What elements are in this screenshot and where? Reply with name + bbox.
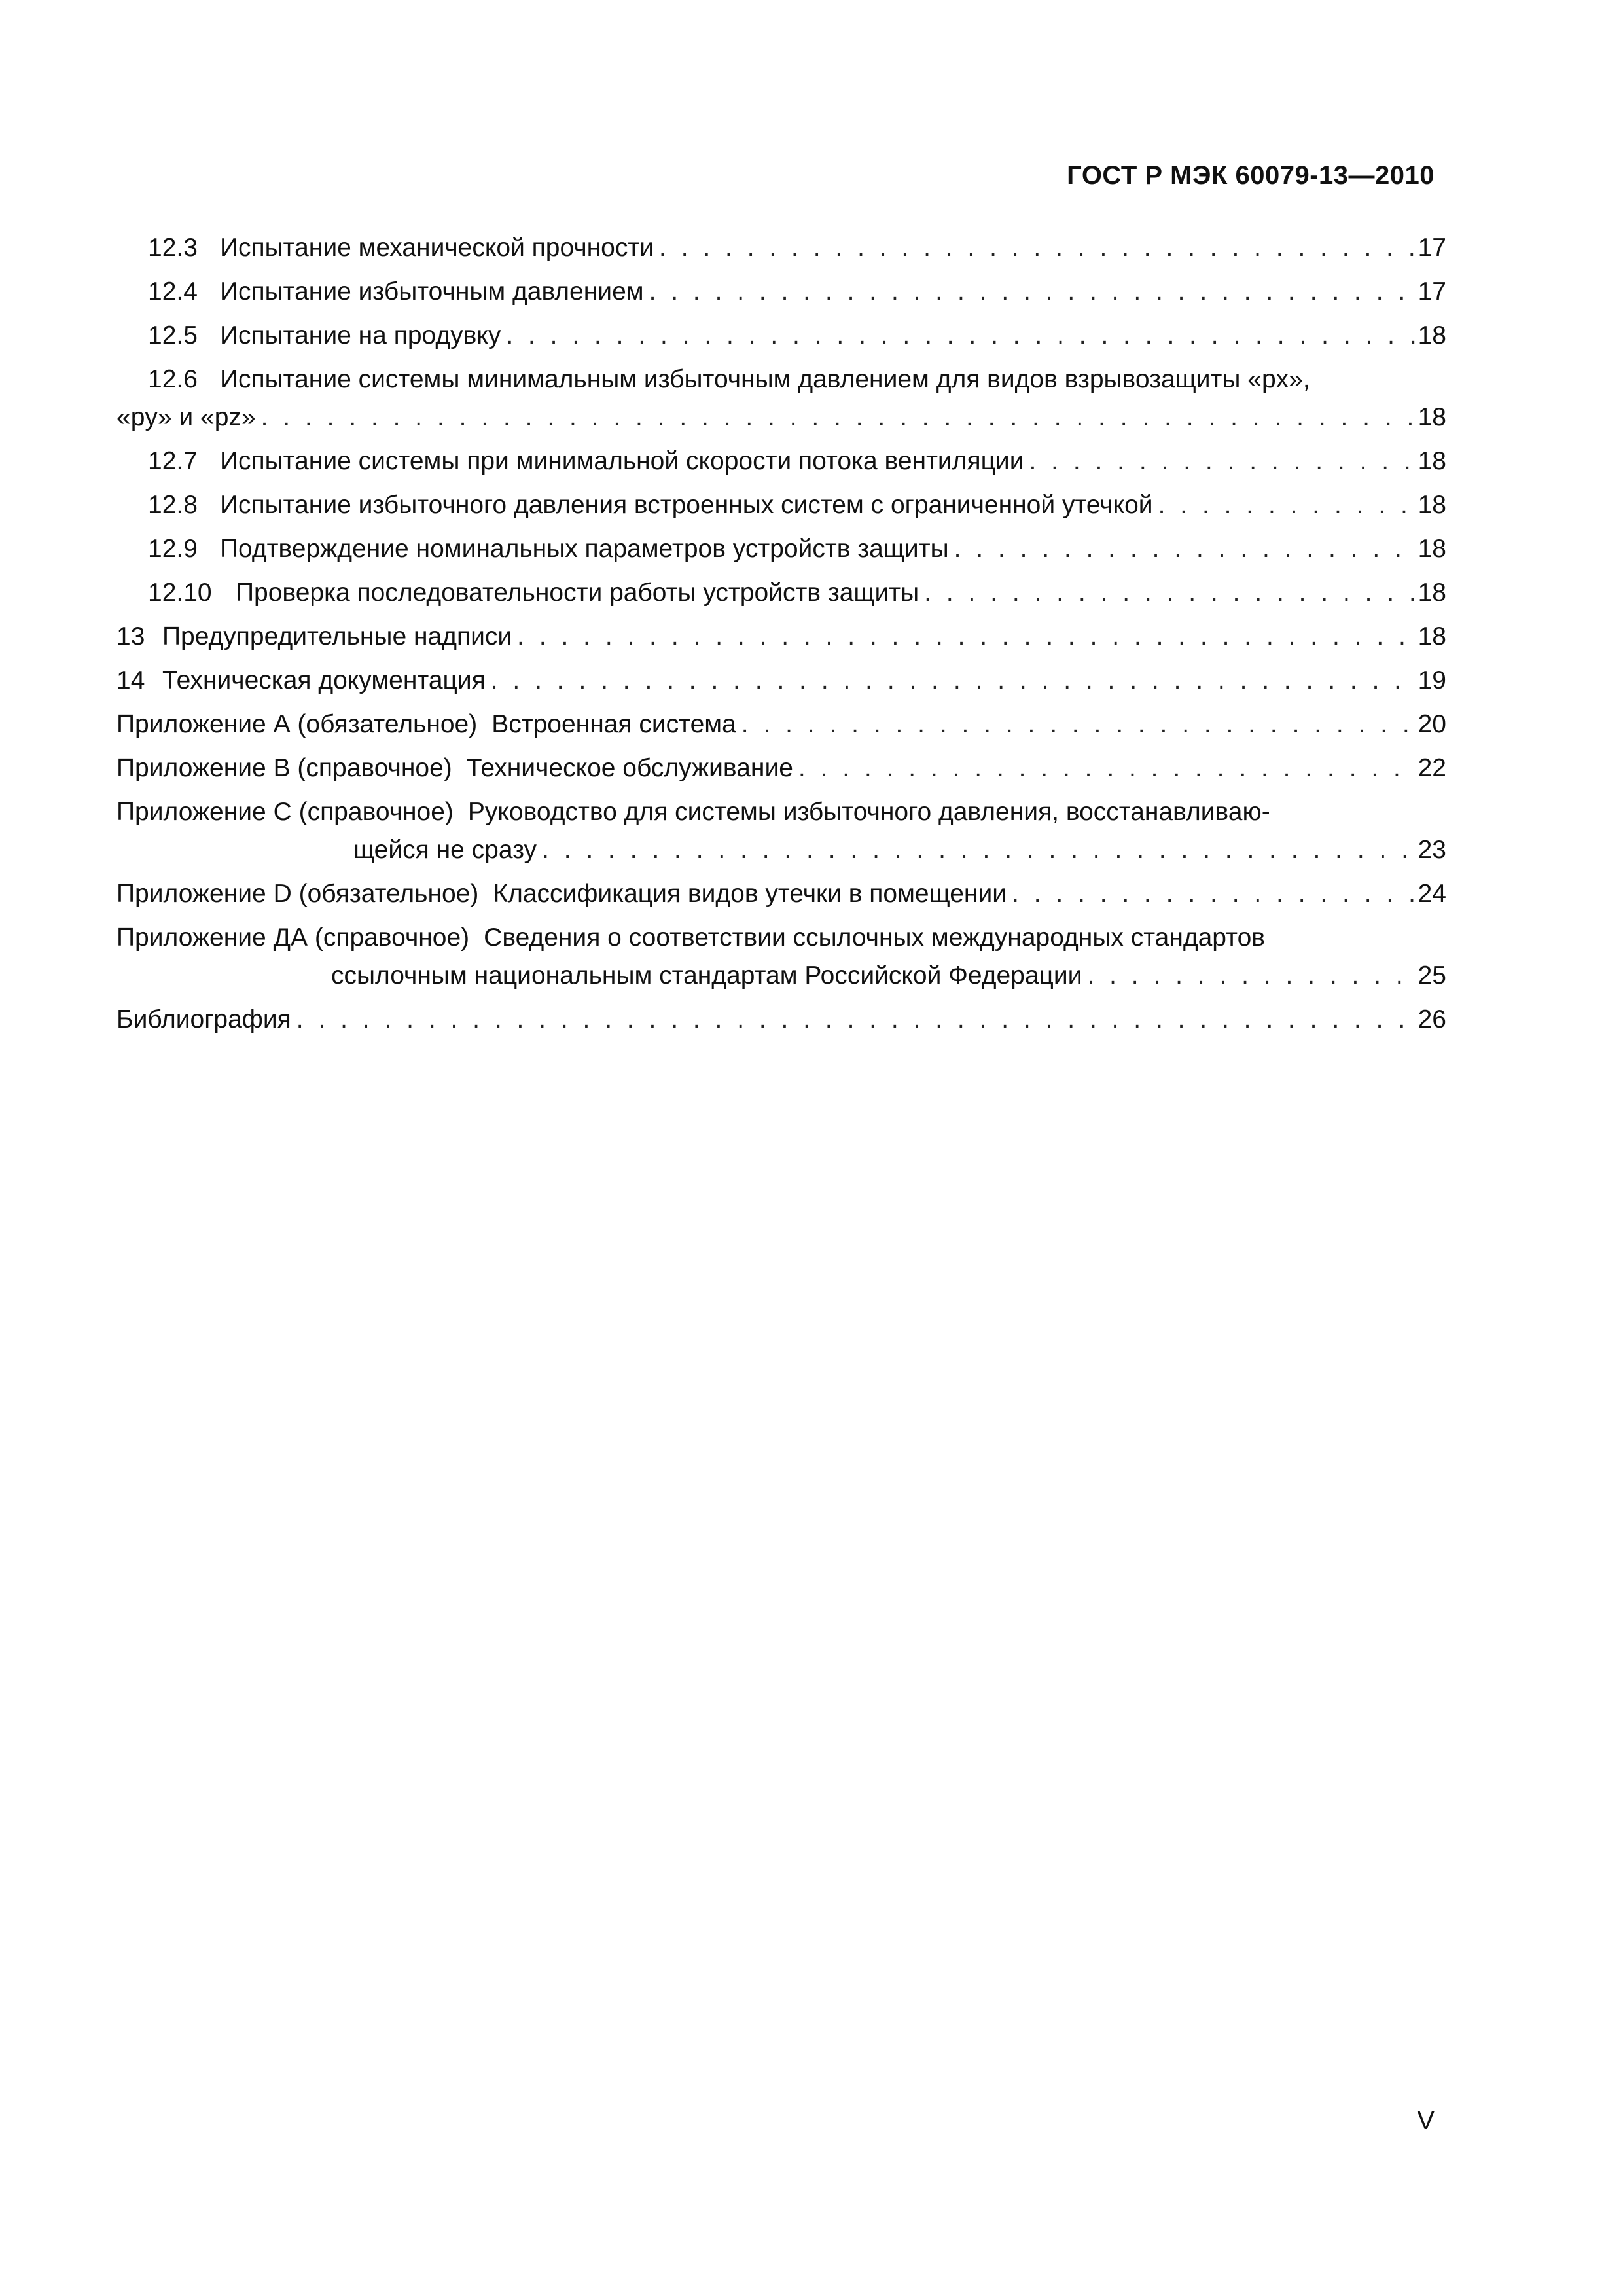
toc-number: 12.4 (148, 278, 198, 306)
toc-number: 12.3 (148, 234, 198, 262)
toc-title: Предупредительные надписи (162, 622, 512, 651)
appendix-label: Приложение В (справочное) (116, 754, 452, 782)
toc-number: 12.6 (148, 365, 198, 393)
leader-dots (1024, 439, 1416, 483)
toc-title: Испытание избыточным давлением (220, 278, 644, 306)
leader-dots (512, 615, 1415, 658)
leader-dots (919, 571, 1415, 615)
leader-dots (949, 527, 1415, 571)
toc-page: 18 (1418, 622, 1446, 651)
toc-title-line1: Испытание системы минимальным избыточным давлением для видов взрывозащиты «px», (220, 365, 1310, 393)
leader-dots (654, 226, 1415, 270)
toc-title-line2: «py» и «pz» (116, 403, 256, 431)
toc-page: 23 (1418, 836, 1446, 864)
toc-title: Техническая документация (162, 666, 486, 694)
toc-title: Встроенная система (491, 710, 736, 738)
toc-page: 24 (1418, 880, 1446, 908)
toc-title: Подтверждение номинальных параметров устройств защиты (220, 535, 949, 563)
toc-title: Испытание механической прочности (220, 234, 654, 262)
toc-page: 20 (1418, 710, 1446, 738)
toc-title: Техническое обслуживание (466, 754, 793, 782)
toc-entry-12-9[interactable] (116, 527, 1446, 571)
toc-entry-12-6[interactable] (116, 357, 1446, 439)
toc-number: 12.5 (148, 321, 198, 350)
toc-entry-12-3[interactable] (116, 226, 1446, 270)
leader-dots (1082, 954, 1415, 997)
leader-dots (291, 997, 1415, 1041)
toc-title: Испытание системы при минимальной скорости потока вентиляции (220, 447, 1024, 475)
toc-page: 18 (1418, 579, 1446, 607)
leader-dots (736, 702, 1415, 746)
toc-entry-12-10[interactable] (116, 571, 1446, 615)
toc-entry-appendix-b[interactable] (116, 746, 1446, 790)
appendix-label: Приложение А (обязательное) (116, 710, 478, 738)
toc-entry-12-8[interactable] (116, 483, 1446, 527)
toc-number: 12.7 (148, 447, 198, 475)
leader-dots (644, 270, 1415, 314)
toc-page: 17 (1418, 234, 1446, 262)
toc-entry-appendix-c[interactable] (116, 790, 1446, 872)
toc-title: Испытание на продувку (220, 321, 501, 350)
toc-entry-12-4[interactable] (116, 270, 1446, 314)
toc-page: 19 (1418, 666, 1446, 694)
appendix-label: Приложение D (обязательное) (116, 880, 479, 908)
toc-page: 25 (1418, 961, 1446, 990)
toc-entry-12-5[interactable] (116, 314, 1446, 357)
toc-title-line1: Сведения о соответствии ссылочных международных стандартов (484, 924, 1265, 952)
leader-dots (501, 314, 1415, 357)
table-of-contents (116, 226, 1446, 1041)
leader-dots (1007, 872, 1415, 916)
toc-title: Испытание избыточного давления встроенных систем с ограниченной утечкой (220, 491, 1153, 519)
toc-page: 18 (1418, 535, 1446, 563)
toc-page: 17 (1418, 278, 1446, 306)
toc-entry-12-7[interactable] (116, 439, 1446, 483)
leader-dots (256, 395, 1415, 439)
toc-page: 22 (1418, 754, 1446, 782)
toc-number: 13 (116, 622, 145, 651)
appendix-label: Приложение С (справочное) (116, 798, 454, 826)
document-header: ГОСТ Р МЭК 60079-13—2010 (1067, 161, 1435, 190)
toc-title-line1: Руководство для системы избыточного давления, восстанавливаю- (467, 798, 1270, 826)
toc-page: 18 (1418, 447, 1446, 475)
leader-dots (486, 658, 1415, 702)
leader-dots (537, 828, 1415, 872)
toc-title-line2: ссылочным национальным стандартам Российской Федерации (331, 961, 1082, 990)
toc-number: 12.10 (148, 579, 212, 607)
toc-title: Классификация видов утечки в помещении (493, 880, 1007, 908)
leader-dots (793, 746, 1415, 790)
toc-page: 18 (1418, 491, 1446, 519)
toc-number: 12.8 (148, 491, 198, 519)
toc-title-line2: щейся не сразу (353, 836, 537, 864)
toc-entry-bibliography[interactable] (116, 997, 1446, 1041)
toc-page: 18 (1418, 321, 1446, 350)
toc-entry-appendix-da[interactable] (116, 916, 1446, 997)
toc-page: 26 (1418, 1005, 1446, 1033)
toc-page: 18 (1418, 403, 1446, 431)
toc-title: Проверка последовательности работы устройств защиты (236, 579, 919, 607)
toc-entry-14[interactable] (116, 658, 1446, 702)
page-number: V (1417, 2106, 1435, 2135)
appendix-label: Приложение ДА (справочное) (116, 924, 470, 952)
toc-entry-appendix-d[interactable] (116, 872, 1446, 916)
toc-title: Библиография (116, 1005, 291, 1033)
leader-dots (1153, 483, 1415, 527)
toc-number: 14 (116, 666, 145, 694)
toc-entry-13[interactable] (116, 615, 1446, 658)
toc-entry-appendix-a[interactable] (116, 702, 1446, 746)
toc-number: 12.9 (148, 535, 198, 563)
